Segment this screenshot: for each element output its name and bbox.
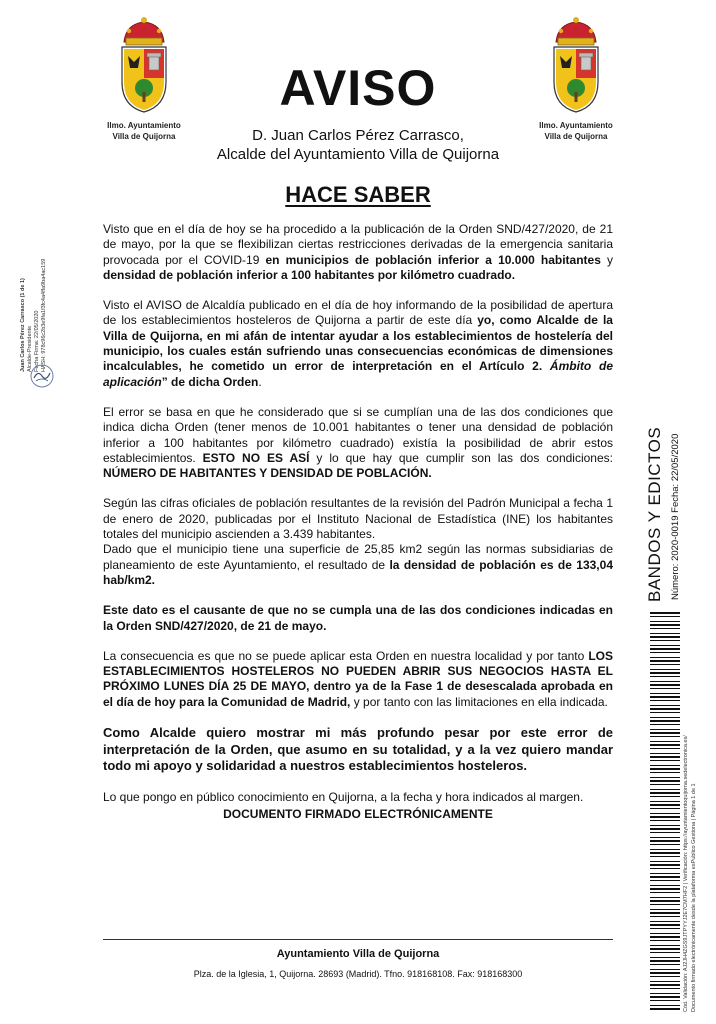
p7-bold: LOS ESTABLECIMIENTOS HOSTELEROS NO PUEDEN ABRIR SUS NEGOCIOS HASTA EL PRÓXIMO LUNES DÍA 25 DE MAYO, dentro ya de la Fase 1 de desescalada aprobada en el día de hoy para la Comunidad de Madrid, <box>103 648 613 709</box>
paragraph-2 <box>103 298 613 390</box>
crest-label-line2: Villa de Quijorna <box>112 132 176 141</box>
p2-italic: Ámbito de aplicación <box>103 359 613 389</box>
signer-name: Juan Carlos Pérez Carrasco (1 de 1) <box>20 278 26 372</box>
p7-text-end: y por tanto con las limitaciones en ella indicada. <box>350 694 608 709</box>
signer-role: Alcalde-Presidente <box>27 325 33 372</box>
verification-text <box>683 735 703 1024</box>
crest-label-line1: Ilmo. Ayuntamiento <box>107 121 181 130</box>
paragraph-7 <box>103 649 613 710</box>
p3-text: El error se basa en que he considerado que si se cumplían una de las dos condiciones que indica dicha Orden (tener menos de 10.001 habitantes o tener una densidad de población inferior a 100 habitantes por kilómetro cuadrado) existía la posibilidad de abrir estos establecimientos. <box>103 404 613 465</box>
p5-text: Dado que el municipio tiene una superficie de 25,85 km2 según las normas subsidiarias de planeamiento de este Ayuntamiento, el resultado de <box>103 542 613 572</box>
paragraph-6 <box>103 603 613 634</box>
p7-text: La consecuencia es que no se puede aplicar esta Orden en nuestra localidad y por tanto <box>103 648 589 663</box>
p2-text: Visto el AVISO de Alcaldía publicado en el día de hoy informando de la posibilidad de apertura de los establecimientos hosteleros de Quijorna a partir de este día <box>103 298 613 328</box>
p3-bold-b: NÚMERO DE HABITANTES Y DENSIDAD DE POBLACIÓN. <box>103 466 432 481</box>
crest-label-line1: Ilmo. Ayuntamiento <box>539 121 613 130</box>
paragraph-8: Como Alcalde quiero mostrar mi más profundo pesar por este error de interpretación de la Orden, que asumo en su totalidad, y a la vez quiero mandar todo mi apoyo y solidaridad a nuestros establecimientos hosteleros. <box>103 725 613 774</box>
register-number-date-text: Número: 2020-0019 Fecha: 22/05/2020 <box>670 433 681 600</box>
p2-period: . <box>258 374 262 389</box>
register-title-text: BANDOS Y EDICTOS <box>645 426 664 602</box>
barcode-icon <box>650 612 680 1012</box>
footer-name: Ayuntamiento Villa de Quijorna <box>276 948 440 960</box>
hace-saber-heading: HACE SABER <box>285 182 431 207</box>
crest-right <box>526 16 626 142</box>
coat-of-arms-icon <box>114 16 174 116</box>
p1-text-and: y <box>600 252 614 267</box>
signed-electronically: DOCUMENTO FIRMADO ELECTRÓNICAMENTE <box>223 806 493 821</box>
signature-stamp-icon <box>28 362 56 390</box>
paragraph-1 <box>103 222 613 283</box>
paragraph-4: Según las cifras oficiales de población resultantes de la revisión del Padrón Municipal a fecha 1 de enero de 2020, publicadas por el Instituto Nacional de Estadística (INE) los habitantes totales del municipio ascienden a 3.439 habitantes. <box>103 496 613 542</box>
paragraph-3 <box>103 405 613 481</box>
footer-address: Plza. de la Iglesia, 1, Quijorna. 28693 (Madrid). Tfno. 918168108. Fax: 918168300 <box>193 969 523 979</box>
signature-block <box>20 222 47 372</box>
verification-line2: Documento firmado electrónicamente desde la plataforma esPublico Gestiona | Página 1 de 1 <box>691 783 697 1012</box>
p1-text: Visto que en el día de hoy se ha procedido a la publicación de la Orden SND/427/2020, de 21 de mayo, por la que se flexibilizan ciertas restricciones derivadas de la emergencia sanitaria provocada por el COVID-19 <box>103 222 613 267</box>
p6-bold: Este dato es el causante de que no se cumpla una de las dos condiciones indicadas en la Orden SND/427/2020, de 21 de mayo. <box>103 603 613 633</box>
crest-left <box>94 16 194 142</box>
issuer <box>180 126 536 164</box>
footer-divider <box>103 939 613 940</box>
p1-bold-b: densidad de población inferior a 100 habitantes por kilómetro cuadrado. <box>103 267 516 282</box>
verification-line1: Cód. Validación: AJ2JH4ZGS9JTPYYJ2E7CM7HF2 | Verificación: https://ayuntamientoquijorna.sedelectronica.es/ <box>683 735 689 1012</box>
p2-bold: yo, como Alcalde de la Villa de Quijorna, en mi afán de intentar ayudar a los establecimientos de hostelería del municipio, los cuales están sufriendo unas consecuencias económicas de dimensiones incalculables, he cometido un error de interpretación en el Artículo 2. <box>103 313 613 374</box>
issuer-name: D. Juan Carlos Pérez Carrasco, <box>252 127 464 144</box>
p3-text-b: y lo que hay que cumplir son las dos condiciones: <box>309 450 613 465</box>
signature-date: Fecha Firma: 22/05/2020 <box>34 310 40 372</box>
document-body <box>103 222 613 837</box>
coat-of-arms-icon <box>546 16 606 116</box>
p5-bold: la densidad de población es de 133,04 hab/km2. <box>103 557 613 587</box>
crest-label-line2: Villa de Quijorna <box>544 132 608 141</box>
p2-bold-end: ” de dicha Orden <box>161 374 259 389</box>
paragraph-9: Lo que pongo en público conocimiento en Quijorna, a la fecha y hora indicados al margen. <box>103 789 584 804</box>
p3-bold-a: ESTO NO ES ASÍ <box>202 450 310 465</box>
signature-hash: HASH: 978c96c2b3e9fa1f3fc4a4ffa9ba4ac159 <box>41 258 47 372</box>
p1-bold-a: en municipios de población inferior a 10.000 habitantes <box>265 252 601 267</box>
notice-title: AVISO <box>279 60 437 116</box>
paragraph-5 <box>103 542 613 588</box>
issuer-role: Alcalde del Ayuntamiento Villa de Quijorna <box>216 146 500 163</box>
